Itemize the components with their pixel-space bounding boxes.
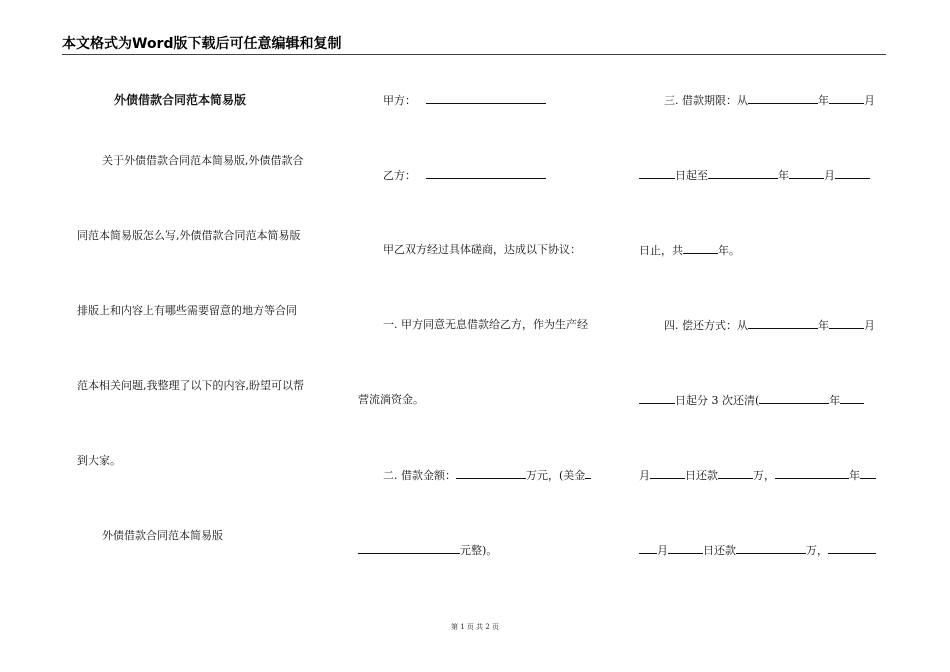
installment-1-amount-blank bbox=[718, 468, 753, 479]
month-label: 月 bbox=[824, 169, 835, 182]
intro-line-5: 到大家。 bbox=[77, 454, 121, 467]
year-label: 年 bbox=[829, 394, 841, 407]
party-b-label: 乙方： bbox=[383, 169, 416, 182]
term-start-year-blank bbox=[748, 93, 818, 104]
usd-blank bbox=[358, 543, 460, 554]
amount-unit-label: 万， bbox=[753, 469, 775, 482]
clause-3-label: 三. 借款期限：从 bbox=[664, 94, 748, 107]
repay-start-month-blank bbox=[829, 318, 864, 329]
term-years-suffix: 年。 bbox=[718, 244, 740, 257]
month-label: 月 bbox=[864, 94, 875, 107]
party-a-line bbox=[383, 93, 546, 108]
amount-blank bbox=[456, 468, 526, 479]
month-label: 月 bbox=[864, 319, 875, 332]
installment-1-month-blank bbox=[840, 393, 864, 404]
year-label: 年 bbox=[849, 469, 860, 482]
clause-4-label: 四. 偿还方式：从 bbox=[664, 319, 748, 332]
page-number: 第 1 页 共 2 页 bbox=[450, 623, 500, 631]
clause-3-line-3 bbox=[639, 243, 740, 258]
usd-blank-start bbox=[585, 468, 591, 479]
clause-2-line-1 bbox=[383, 468, 591, 483]
year-label: 年 bbox=[818, 319, 829, 332]
party-b-blank bbox=[426, 168, 546, 179]
month-label: 月 bbox=[639, 469, 650, 482]
month-label: 月 bbox=[657, 544, 668, 557]
clause-3-line-2 bbox=[639, 168, 870, 183]
installment-2-month-blank bbox=[639, 543, 657, 554]
agreement-intro: 甲乙双方经过具体磋商，达成以下协议： bbox=[383, 243, 581, 256]
intro-line-1: 关于外债借款合同范本简易版,外债借款合 bbox=[102, 154, 304, 167]
term-start-day-blank bbox=[639, 168, 675, 179]
clause-2-line-2 bbox=[358, 543, 497, 558]
term-end-day-blank bbox=[835, 168, 870, 179]
amount-unit-label: 万， bbox=[806, 544, 828, 557]
clause-3-line-1 bbox=[664, 93, 875, 108]
installment-2-year-blank bbox=[775, 468, 849, 479]
year-label: 年 bbox=[778, 169, 789, 182]
clause-4-line-2 bbox=[639, 393, 864, 408]
contract-subtitle: 外债借款合同范本简易版 bbox=[102, 529, 223, 542]
document-header-title: 本文格式为Word版下载后可任意编辑和复制 bbox=[62, 36, 342, 52]
repay-day-label: 日还款 bbox=[685, 469, 718, 482]
clause-1-line-2: 营流淌资金。 bbox=[358, 393, 424, 406]
clause-4-line-3 bbox=[639, 468, 876, 483]
installment-2-day-blank bbox=[668, 543, 703, 554]
document-title: 外债借款合同范本简易版 bbox=[114, 93, 247, 107]
term-years-blank bbox=[683, 243, 718, 254]
repay-start-year-blank bbox=[748, 318, 818, 329]
header-divider bbox=[62, 54, 886, 55]
intro-line-3: 排版上和内容上有哪些需要留意的地方等合同 bbox=[77, 304, 297, 317]
term-end-month-blank bbox=[789, 168, 824, 179]
clause-4-line-1 bbox=[664, 318, 875, 333]
party-b-line bbox=[383, 168, 546, 183]
installment-2-month-blank-start bbox=[860, 468, 876, 479]
installment-3-year-blank bbox=[828, 543, 876, 554]
repay-day-label: 日还款 bbox=[703, 544, 736, 557]
installment-2-amount-blank bbox=[736, 543, 806, 554]
clause-4-line-4 bbox=[639, 543, 876, 558]
term-start-month-blank bbox=[829, 93, 864, 104]
party-a-label: 甲方： bbox=[383, 94, 416, 107]
clause-2-unit: 万元，(美金 bbox=[526, 469, 586, 482]
term-total-label: 日止，共 bbox=[639, 244, 683, 257]
clause-1-line-1: 一. 甲方同意无息借款给乙方，作为生产经 bbox=[383, 318, 588, 331]
year-label: 年 bbox=[818, 94, 829, 107]
party-a-blank bbox=[426, 93, 546, 104]
installment-1-year-blank bbox=[759, 393, 829, 404]
clause-2-label: 二. 借款金额： bbox=[383, 469, 456, 482]
day-from-label: 日起至 bbox=[675, 169, 708, 182]
intro-line-4: 范本相关问题,我整理了以下的内容,盼望可以帮 bbox=[77, 379, 304, 392]
clause-2-suffix: 元整)。 bbox=[460, 544, 498, 557]
installment-1-day-blank bbox=[650, 468, 685, 479]
intro-line-2: 同范本简易版怎么写,外债借款合同范本简易版 bbox=[77, 229, 301, 242]
installments-label: 日起分 3 次还清( bbox=[675, 394, 760, 407]
repay-start-day-blank bbox=[639, 393, 675, 404]
term-end-year-blank bbox=[708, 168, 778, 179]
